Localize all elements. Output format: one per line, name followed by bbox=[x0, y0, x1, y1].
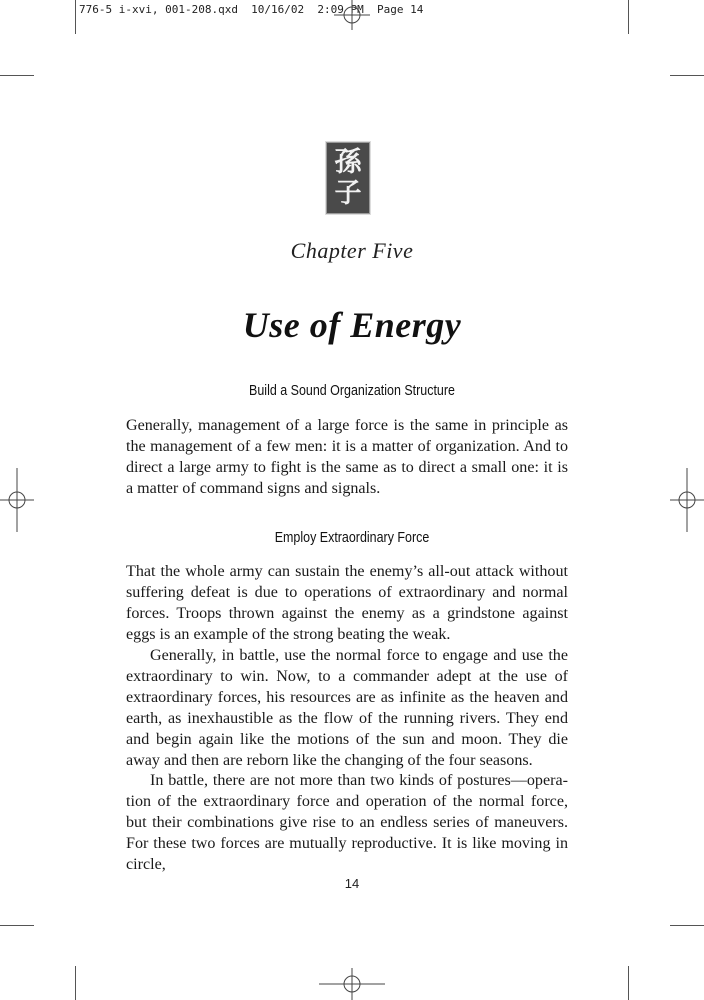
registration-mark-top bbox=[334, 0, 370, 30]
crop-mark-top-right-vertical bbox=[628, 0, 629, 34]
chapter-title: Use of Energy bbox=[242, 305, 462, 345]
chapter-label: Chapter Five bbox=[290, 238, 414, 263]
crop-mark-bottom-right-horizontal bbox=[670, 925, 704, 926]
body-paragraph: In battle, there are not more than two kinds of postures—operation of the extraordinary force and operation of the normal force, but their combinations give rise to an endless series of maneuvers. For these two forces are mutually reproductive. It is like moving in circle, bbox=[126, 772, 568, 873]
seal-character-2: 子 bbox=[334, 178, 362, 209]
registration-mark-left bbox=[0, 468, 34, 532]
registration-mark-right bbox=[670, 468, 704, 532]
seal-character-1: 孫 bbox=[334, 147, 362, 178]
registration-mark-bottom bbox=[319, 968, 385, 1000]
crop-mark-top-right-horizontal bbox=[670, 75, 704, 76]
chinese-seal-emblem bbox=[326, 142, 370, 214]
crop-mark-bottom-right-vertical bbox=[628, 966, 629, 1000]
crop-mark-top-left-vertical bbox=[75, 0, 76, 34]
body-paragraph: Generally, in battle, use the normal force to engage and use the extraordinary to win. Now, to a commander adept at the use of extraordinary forces, his resources are as infinite as the heaven and earth, as inexhaustible as the flow of the running rivers. They end and begin again like the motions of the sun and moon. They die away and then are reborn like the changing of the four seasons. bbox=[126, 647, 568, 769]
section-heading: Employ Extraordinary Force bbox=[274, 530, 430, 546]
printer-slug: 776-5 i-xvi, 001-208.qxd 10/16/02 2:09 PM Page 14 bbox=[79, 3, 424, 16]
section-heading: Build a Sound Organization Structure bbox=[249, 383, 455, 399]
crop-mark-bottom-left-horizontal bbox=[0, 925, 34, 926]
body-paragraph: That the whole army can sustain the enemy’s all-out attack without suffering defeat is due to operations of extraordinary and normal forces. Troops thrown against the enemy as a grindstone against eggs is an example of the strong beating the weak. bbox=[126, 563, 568, 643]
crop-mark-top-left-horizontal bbox=[0, 75, 34, 76]
page-number: 14 bbox=[344, 876, 360, 891]
crop-mark-bottom-left-vertical bbox=[75, 966, 76, 1000]
body-paragraph: Generally, management of a large force is the same in principle as the management of a few men: it is a matter of organization. And to direct a large army to fight is the same as to direct a small one: it is a matter of command signs and signals. bbox=[126, 417, 568, 497]
